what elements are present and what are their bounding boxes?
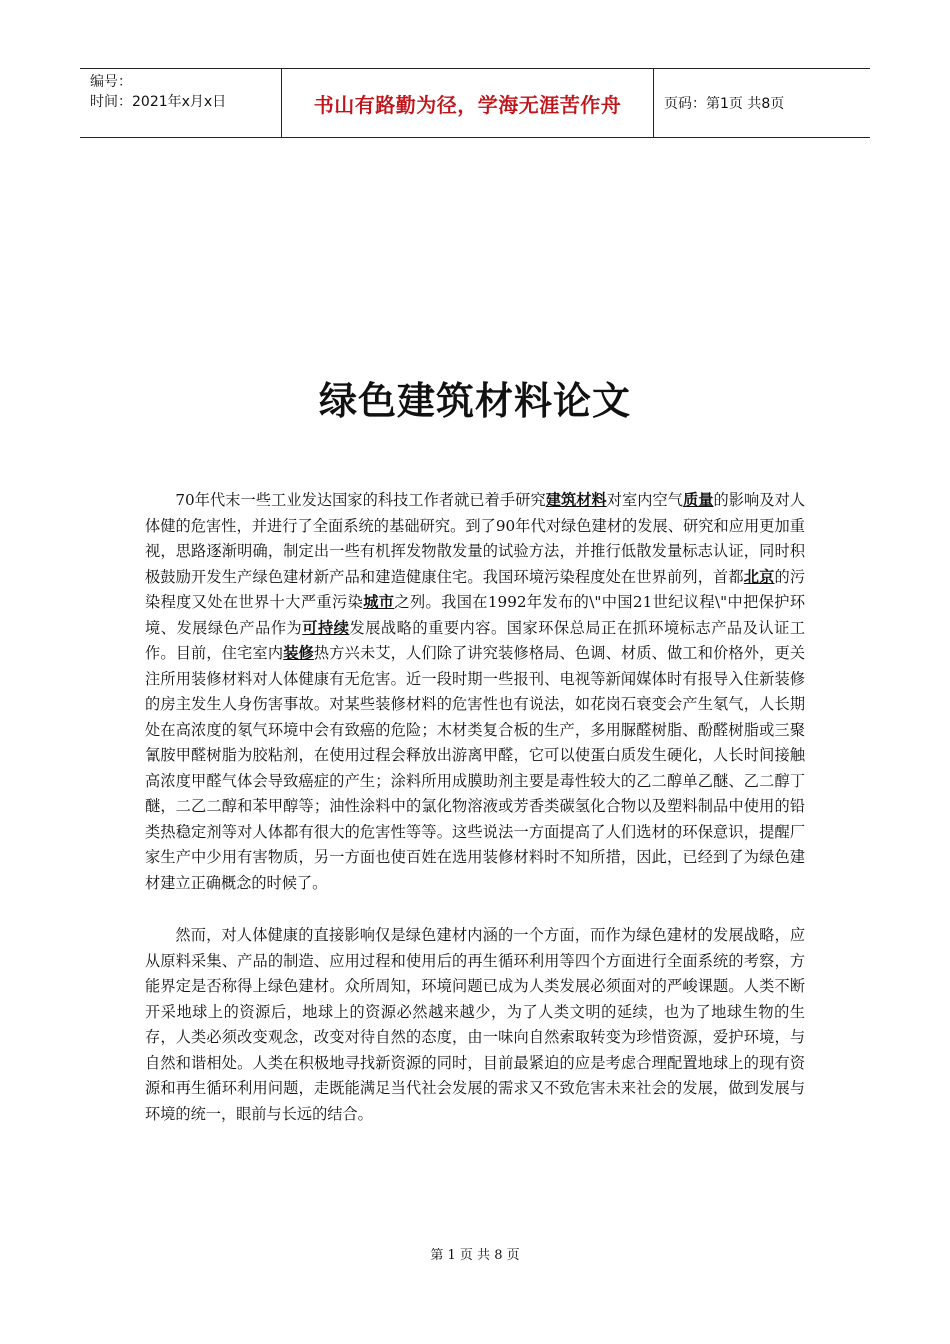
paragraph-text: 的污染程度又处在世界十大严重污染 — [145, 567, 806, 611]
paragraph-text: 70年代末一些工业发达国家的科技工作者就已着手研究 — [175, 491, 546, 509]
paragraph-text: 发展战略的重要内容。国家环保总局正在抓环境标志产品及认证工作。目前，住宅室内 — [145, 618, 806, 662]
keyword-link[interactable]: 建筑材料 — [545, 491, 607, 509]
page-code: 页码：第1页 共8页 — [664, 96, 785, 112]
header-meta — [80, 69, 281, 137]
keyword-link[interactable]: 北京 — [743, 567, 775, 586]
keyword-link[interactable]: 城市 — [363, 593, 395, 611]
paragraph-2 — [145, 923, 805, 1127]
page-footer: 第 1 页 共 8 页 — [430, 1248, 520, 1263]
document-header — [80, 68, 870, 138]
keyword-link[interactable]: 质量 — [683, 491, 714, 509]
paragraph-text: 热方兴未艾，人们除了讲究装修格局、色调、材质、做工和价格外，更关注所用装修材料对人体健康有无危害。近一段时期一些报刊、电视等新闻媒体时有报导入住新装修的房主发生人身伤害事故。对某些装修材料的危害性也有说法，如花岗石衰变会产生氡气，人长期处在高浓度的氡气环境中会有致癌的危险；木材类复合板的生产，多用脲醛树脂、酚醛树脂或三聚氰胺甲醛树脂为胶粘剂，在使用过程会释放出游离甲醛，它可以使蛋白质发生硬化，人长时间接触高浓度甲醛气体会导致癌症的产生；涂料所用成膜助剂主要是毒性较大的乙二醇单乙醚、乙二醇丁醚，二乙二醇和苯甲醇等；油性涂料中的氯化物溶液或芳香类碳氢化合物以及塑料制品中使用的铅类热稳定剂等对人体都有很大的危害性等等。这些说法一方面提高了人们选材的环保意识，提醒厂家生产中少用有害物质，另一方面也使百姓在选用装修材料时不知所措，因此，已经到了为绿色建材建立正确概念的时候了。 — [145, 644, 806, 892]
header-motto: 书山有路勤为径，学海无涯苦作舟 — [313, 92, 622, 117]
paragraph-text: 之列。我国在1992年发布的\"中国21世纪议程\"中把保护环境、发展绿色产品作为 — [145, 593, 806, 637]
paragraph-text: 对室内空气 — [606, 491, 684, 509]
paragraph-text: 的影响及对人体健的危害性，并进行了全面系统的基础研究。到了90年代对绿色建材的发展、研究和应用更加重视，思路逐渐明确，制定出一些有机挥发物散发量的试验方法，并推行低散发量标志认证，同时积极鼓励开发生产绿色建材新产品和建造健康住宅。我国环境污染程度处在世界前列，首都 — [145, 491, 806, 586]
document-body — [145, 488, 805, 1127]
header-page-code-cell — [654, 69, 870, 137]
header-motto-cell — [281, 69, 654, 137]
keyword-link[interactable]: 装修 — [283, 644, 314, 662]
document-title: 绿色建筑材料论文 — [318, 379, 631, 423]
number-label: 编号： — [90, 74, 132, 90]
keyword-link[interactable]: 可持续 — [302, 618, 350, 637]
paragraph-text: 然而，对人体健康的直接影响仅是绿色建材内涵的一个方面，而作为绿色建材的发展战略，应从原料采集、产品的制造、应用过程和使用后的再生循环利用等四个方面进行全面系统的考察，方能界定是否称得上绿色建材。众所周知，环境问题已成为人类发展必须面对的严峻课题。人类不断开采地球上的资源后，地球上的资源必然越来越少，为了人类文明的延续，也为了地球生物的生存，人类必须改变观念，改变对待自然的态度，由一味向自然索取转变为珍惜资源，爱护环境，与自然和谐相处。人类在积极地寻找新资源的同时，目前最紧迫的应是考虑合理配置地球上的现有资源和再生循环利用问题，走既能满足当代社会发展的需求又不致危害未来社会的发展，做到发展与环境的统一，眼前与长远的结合。 — [145, 926, 805, 1123]
paragraph-1 — [145, 488, 805, 896]
time-label: 时间：2021年x月x日 — [90, 94, 227, 110]
